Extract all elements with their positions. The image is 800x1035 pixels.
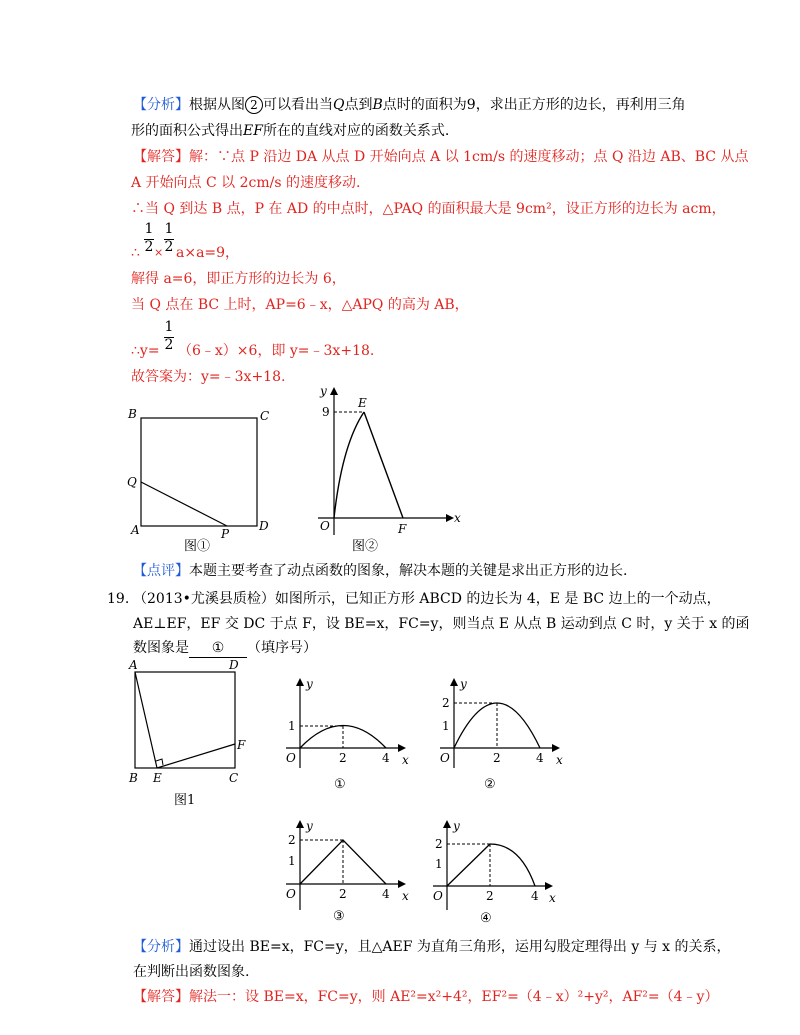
label-F: F	[398, 522, 407, 536]
analysis1-line2: 形的面积公式得出EF所在的直线对应的函数关系式.	[131, 123, 450, 139]
svg-text:y: y	[453, 819, 460, 833]
label-A: A	[131, 523, 140, 537]
solution1-line2: A 开始向点 C 以 2cm/s 的速度移动.	[131, 175, 361, 191]
right-angle-mark	[156, 759, 163, 765]
analysis2-line2: 在判断出函数图象.	[133, 964, 250, 980]
solution1-line3: ∴当 Q 到达 B 点，P 在 AD 的中点时，△PAQ 的面积最大是 9cm²，设正方形的边长为 acm，	[131, 201, 726, 217]
x-arrow	[545, 882, 553, 890]
figure-square-ABCD	[125, 658, 255, 808]
solution1-line4-rest: a×a=9，	[176, 245, 240, 261]
x-arrow	[446, 514, 454, 522]
label-9: 9	[322, 405, 330, 419]
svg-text:1: 1	[435, 857, 443, 871]
label-D: D	[259, 519, 269, 533]
label-C: C	[260, 409, 270, 423]
square-outline	[141, 418, 257, 526]
problem19-line1: （2013•尤溪县质检）如图所示，已知正方形 ABCD 的边长为 4，E 是 BC 边上的一个动点，	[133, 591, 721, 607]
label-C: C	[229, 771, 239, 785]
figure-square-caption: 图1	[174, 793, 196, 808]
segment-EF	[364, 412, 403, 518]
svg-text:2: 2	[442, 696, 450, 710]
problem19-number: 19.	[107, 591, 130, 607]
x-arrow	[398, 744, 406, 752]
graph-1	[278, 676, 418, 776]
svg-text:4: 4	[382, 751, 390, 765]
answer-blank: ①	[189, 639, 247, 658]
figure-1-square	[125, 400, 285, 560]
solution1-line4-times: ×	[154, 246, 164, 259]
label-A: A	[129, 658, 138, 672]
label-B: B	[129, 771, 138, 785]
graph-4-caption: ④	[480, 911, 492, 926]
label-D: D	[229, 658, 239, 672]
svg-text:x: x	[556, 753, 563, 767]
label-E: E	[358, 396, 367, 410]
svg-text:2: 2	[486, 889, 494, 903]
svg-text:x: x	[549, 891, 556, 905]
svg-text:O: O	[286, 751, 296, 765]
problem19-line2: AE⊥EF，EF 交 DC 于点 F，设 BE=x，FC=y，则当点 E 从点 B 运动到点 C 时，y 关于 x 的函	[133, 616, 750, 632]
label-F: F	[237, 738, 246, 752]
segment-EF	[157, 744, 235, 768]
square-ABCD	[135, 672, 235, 768]
figure-2-graph	[308, 384, 461, 545]
label-y: y	[320, 384, 327, 398]
y-arrow	[296, 820, 304, 828]
solution1-line6: 当 Q 点在 BC 上时，AP=6﹣x，△APQ 的高为 AB，	[131, 297, 469, 313]
svg-text:x: x	[402, 889, 409, 903]
comment1: 【点评】本题主要考查了动点函数的图象，解决本题的关键是求出正方形的边长.	[133, 563, 628, 579]
segment-QP	[141, 482, 227, 526]
graph-2-caption: ②	[484, 777, 496, 792]
analysis2-line1: 【分析】通过设出 BE=x，FC=y，且△AEF 为直角三角形，运用勾股定理得出 y 与 x 的关系，	[133, 939, 731, 955]
svg-text:x: x	[402, 753, 409, 767]
svg-text:y: y	[306, 677, 313, 691]
solution1-line7-prefix: ∴y=	[131, 343, 160, 359]
curve-OE	[334, 412, 364, 518]
graph-3-caption: ③	[333, 909, 345, 924]
figure-1-caption: 图①	[184, 539, 211, 554]
solution1-line4-prefix: ∴	[131, 245, 140, 261]
segment-AE	[135, 672, 157, 768]
solution1-line7-rest: （6﹣x）×6，即 y=﹣3x+18.	[178, 343, 375, 359]
label-E: E	[153, 771, 162, 785]
svg-text:O: O	[286, 887, 296, 901]
label-P: P	[221, 527, 230, 541]
svg-text:O: O	[440, 751, 450, 765]
svg-text:y: y	[460, 677, 467, 691]
analysis-tag: 【分析】	[133, 97, 189, 113]
svg-text:2: 2	[339, 887, 347, 901]
solution1-line8: 故答案为：y=﹣3x+18.	[131, 369, 286, 385]
svg-text:4: 4	[536, 751, 544, 765]
falling-curve	[490, 844, 535, 886]
label-Q: Q	[127, 475, 137, 489]
label-x: x	[454, 511, 461, 525]
svg-text:O: O	[433, 889, 443, 903]
rising-line	[447, 844, 490, 886]
graph-1-caption: ①	[334, 777, 346, 792]
figure-2-caption: 图②	[352, 539, 379, 554]
problem19-line3: 数图象是 ① （填序号）	[133, 640, 317, 656]
comment-tag: 【点评】	[133, 563, 189, 579]
graph-3	[278, 818, 418, 918]
solution2-line1: 【解答】解法一：设 BE=x，FC=y，则 AE²=x²+4²，EF²=（4﹣x）²+y²，AF²=（4﹣y）	[133, 989, 719, 1005]
circled-number: 2	[245, 96, 263, 114]
x-arrow	[398, 880, 406, 888]
svg-text:2: 2	[339, 751, 347, 765]
svg-text:2: 2	[435, 837, 443, 851]
svg-text:4: 4	[531, 889, 539, 903]
x-arrow	[552, 744, 560, 752]
analysis1-line1: 【分析】根据从图 2 可以看出当Q点到B点时的面积为9，求出正方形的边长，再利用三角	[133, 97, 686, 113]
label-B: B	[128, 407, 137, 421]
svg-text:2: 2	[288, 833, 296, 847]
svg-text:4: 4	[382, 887, 390, 901]
y-arrow	[296, 678, 304, 686]
svg-text:y: y	[306, 819, 313, 833]
y-arrow	[450, 678, 458, 686]
solution1-line5: 解得 a=6，即正方形的边长为 6，	[131, 271, 346, 287]
solution-tag: 【解答】	[133, 149, 189, 165]
graph-4	[425, 818, 565, 918]
solution-tag: 【解答】	[133, 989, 189, 1005]
label-O: O	[320, 519, 330, 533]
analysis-tag: 【分析】	[133, 939, 189, 955]
solution1-line1: 【解答】解：∵点 P 沿边 DA 从点 D 开始向点 A 以 1cm/s 的速度移动；点 Q 沿边 AB、BC 从点	[133, 149, 749, 165]
y-arrow	[330, 387, 338, 395]
svg-text:2: 2	[493, 751, 501, 765]
graph-2	[432, 676, 572, 776]
svg-text:1: 1	[288, 719, 296, 733]
svg-text:1: 1	[442, 719, 450, 733]
svg-text:1: 1	[288, 854, 296, 868]
y-arrow	[443, 820, 451, 828]
